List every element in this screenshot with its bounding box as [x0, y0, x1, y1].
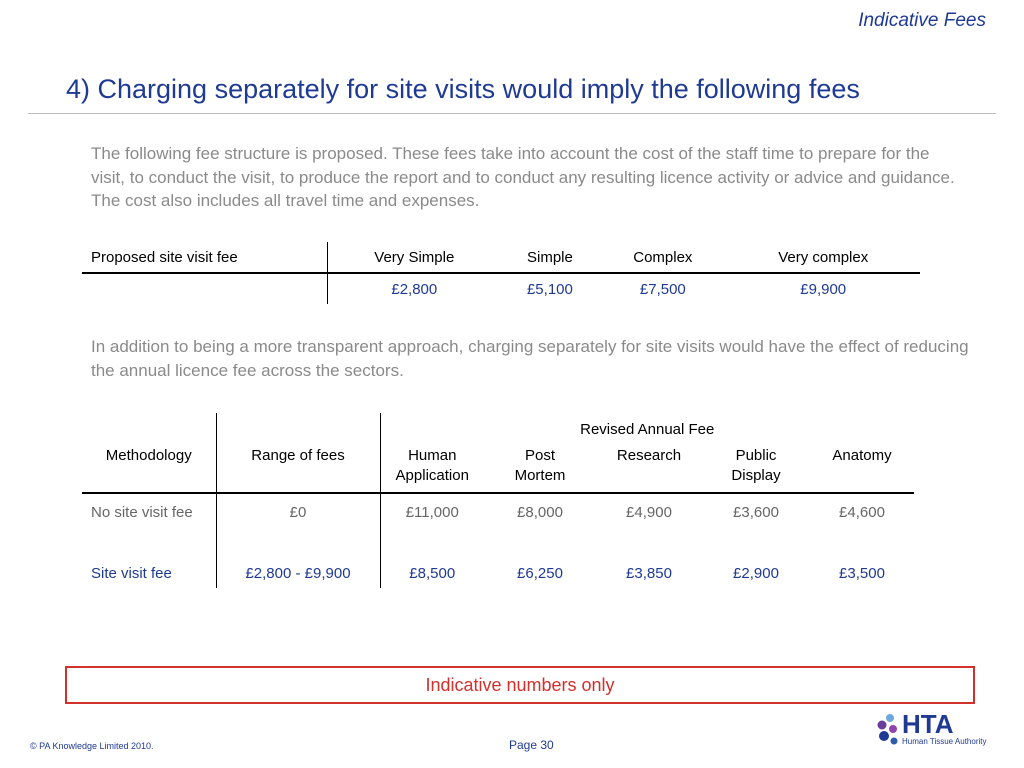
table-cell: £8,000	[517, 503, 563, 521]
section-label: Indicative Fees	[858, 10, 986, 31]
table-header-row	[82, 242, 920, 273]
page-number: Page 30	[509, 738, 554, 752]
table-cell: £4,900	[626, 503, 672, 521]
header-line: Application	[395, 467, 469, 484]
row-label: Proposed site visit fee	[82, 242, 328, 273]
column-header	[380, 446, 484, 493]
column-header: Simple	[501, 242, 600, 273]
column-header	[702, 446, 810, 493]
column-header: Methodology	[82, 446, 216, 493]
indicative-note: Indicative numbers only	[425, 674, 615, 695]
header-line: Post	[524, 447, 555, 464]
empty-cell	[216, 413, 380, 446]
table-row	[82, 558, 914, 588]
empty-cell	[82, 530, 216, 558]
table-row	[82, 493, 914, 530]
second-paragraph: In addition to being a more transparent approach, charging separately for site visits would have the effect of reducing the annual licence fee across the sectors.	[91, 337, 969, 380]
header-line: Public	[735, 447, 777, 464]
table-cell: £3,600	[733, 503, 779, 521]
table-cell: £3,850	[626, 564, 672, 582]
column-header: Very Simple	[328, 242, 501, 273]
fee-value: £5,100	[526, 280, 573, 298]
indicative-note-box	[65, 666, 975, 704]
table-cell: £2,800 - £9,900	[216, 558, 380, 588]
group-header: Revised Annual Fee	[580, 421, 715, 438]
table-cell: £6,250	[517, 564, 563, 582]
column-header: Range of fees	[216, 446, 380, 493]
title-divider	[28, 113, 996, 114]
group-header-row	[82, 413, 914, 446]
column-header: Complex	[599, 242, 726, 273]
fee-value: £2,800	[391, 280, 438, 298]
row-label: Site visit fee	[82, 558, 216, 588]
empty-cell	[380, 530, 914, 558]
table-cell: £4,600	[839, 503, 885, 521]
table-cell: £3,500	[839, 564, 885, 582]
table-cell: £0	[216, 493, 380, 530]
header-line: Mortem	[514, 467, 566, 484]
table-cell: £8,500	[409, 564, 456, 582]
slide-title: 4) Charging separately for site visits would imply the following fees	[66, 74, 860, 104]
hta-logo	[874, 709, 994, 748]
header-line: Display	[731, 467, 781, 484]
empty-cell	[82, 413, 216, 446]
column-header: Research	[596, 446, 702, 493]
site-visit-fee-table	[82, 242, 920, 304]
spacer-row	[82, 530, 914, 558]
column-header: Very complex	[726, 242, 920, 273]
column-header	[484, 446, 596, 493]
header-line: Human	[408, 447, 457, 464]
logo-text: HTA	[902, 709, 954, 739]
table-cell: £11,000	[405, 503, 459, 521]
column-header: Anatomy	[810, 446, 914, 493]
empty-cell	[216, 530, 380, 558]
logo-subtitle: Human Tissue Authority	[902, 737, 987, 746]
copyright: © PA Knowledge Limited 2010.	[30, 741, 154, 751]
fee-value: £9,900	[800, 280, 847, 298]
fee-value: £7,500	[639, 280, 686, 298]
row-label: No site visit fee	[82, 493, 216, 530]
table-cell: £2,900	[733, 564, 779, 582]
table-row	[82, 273, 920, 304]
annual-fee-table	[82, 413, 914, 588]
molecule-icon	[874, 712, 902, 748]
empty-cell	[82, 273, 328, 304]
table-header-row	[82, 446, 914, 493]
intro-paragraph: The following fee structure is proposed. These fees take into account the cost of the staff time to prepare for the visit, to conduct the visit, to produce the report and to conduct any resulting licence activity or advice and guidance. The cost also includes all travel time and expenses.	[91, 144, 955, 210]
